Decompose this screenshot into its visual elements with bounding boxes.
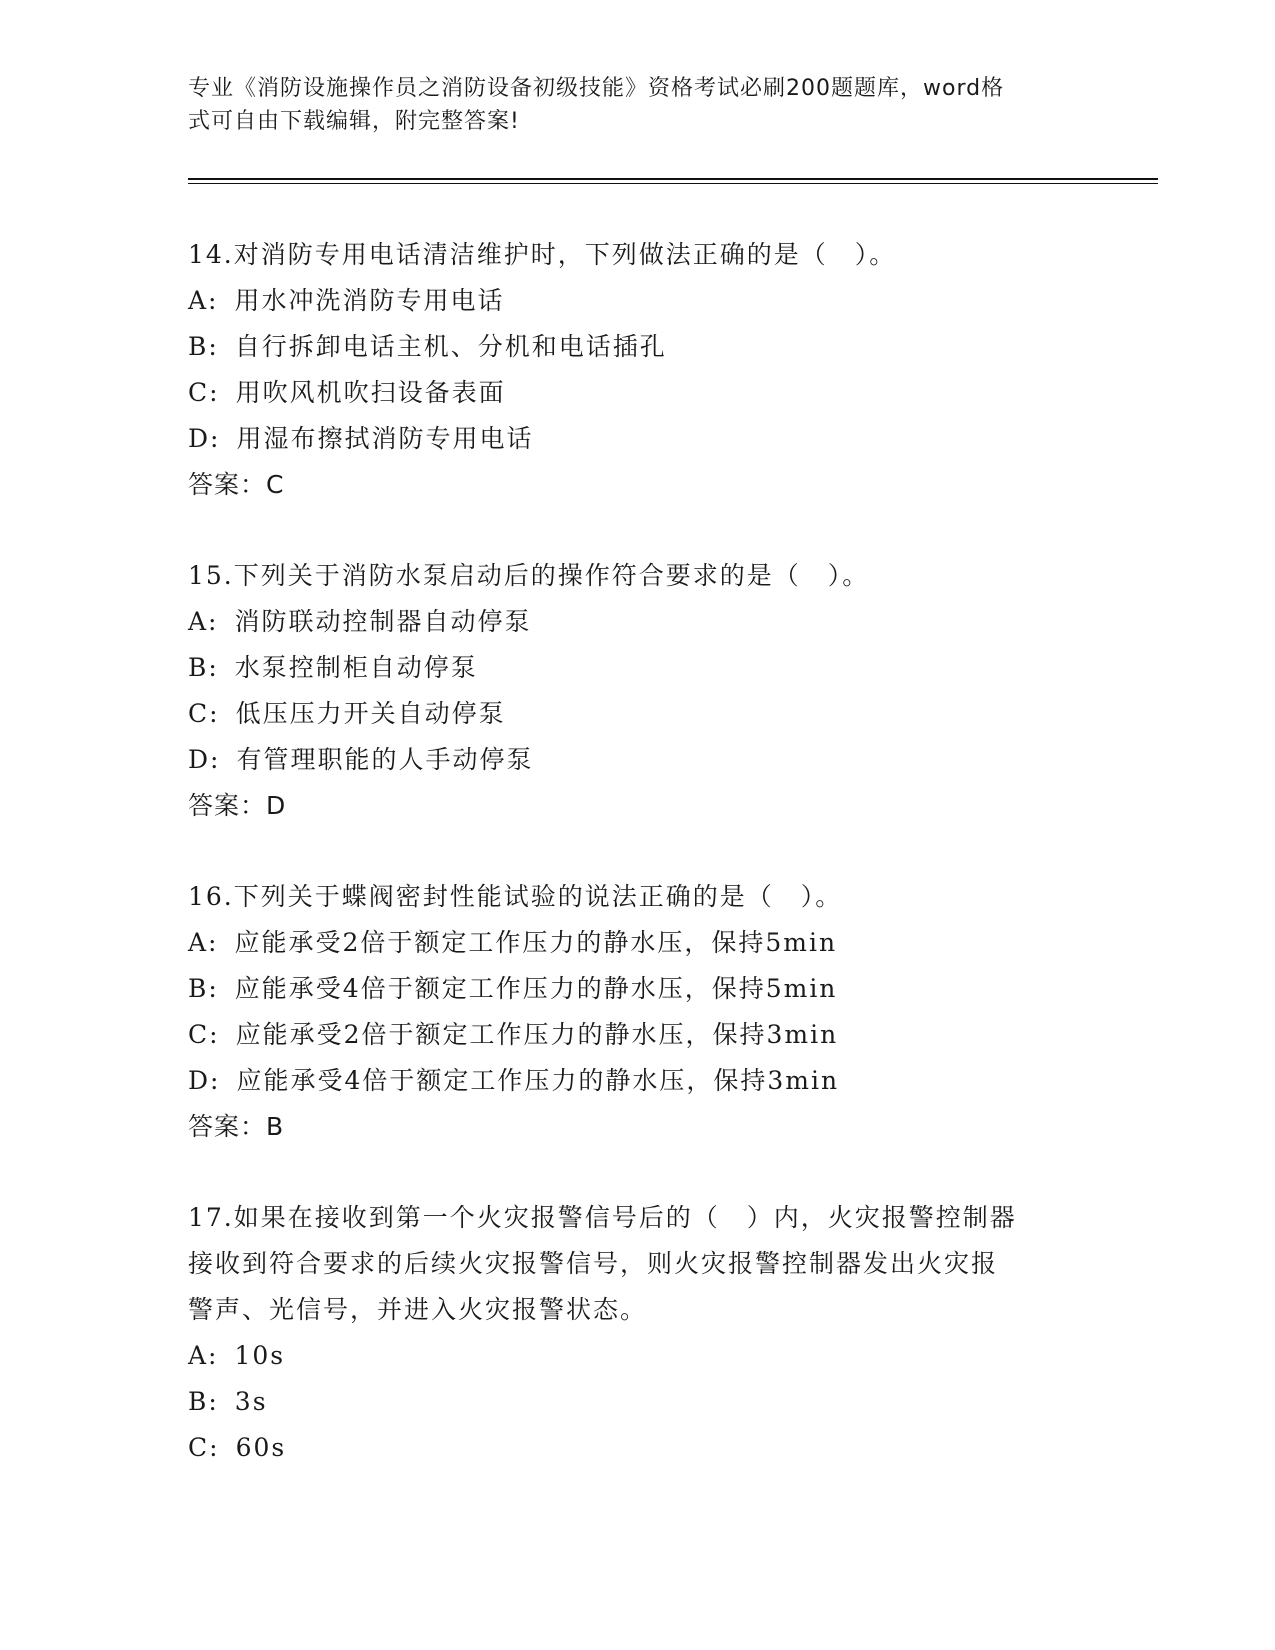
option-text: 应能承受4倍于额定工作压力的静水压，保持3min [236, 1066, 840, 1095]
option-letter: C: [188, 699, 220, 728]
option-letter: B: [188, 974, 219, 1003]
header-line-1: 专业《消防设施操作员之消防设备初级技能》资格考试必刷200题题库，word格 [188, 76, 1005, 101]
question-stem-line-2: 接收到符合要求的后续火灾报警信号，则火灾报警控制器发出火灾报 [188, 1249, 999, 1278]
answer-line: 答案：C [188, 470, 285, 499]
option-letter: B: [188, 1387, 219, 1416]
question-15 [188, 553, 1088, 829]
option-text: 应能承受4倍于额定工作压力的静水压，保持5min [234, 974, 838, 1003]
question-14 [188, 232, 1088, 508]
option-text: 60s [235, 1433, 287, 1462]
header-line-2: 式可自由下载编辑，附完整答案! [188, 109, 520, 134]
option-letter: C: [188, 1433, 220, 1462]
option-c [188, 1425, 1088, 1471]
option-text: 有管理职能的人手动停泵 [236, 745, 534, 774]
option-b [188, 645, 1088, 691]
option-text: 用吹风机吹扫设备表面 [235, 378, 506, 407]
option-letter: B: [188, 653, 219, 682]
option-letter: D: [188, 424, 221, 453]
option-letter: D: [188, 745, 221, 774]
option-b [188, 966, 1088, 1012]
option-b [188, 1379, 1088, 1425]
header-divider [188, 178, 1158, 184]
question-16 [188, 874, 1088, 1150]
option-d [188, 416, 1088, 462]
option-letter: A: [188, 928, 219, 957]
option-letter: D: [188, 1066, 221, 1095]
option-a [188, 278, 1088, 324]
answer-line: 答案：D [188, 791, 287, 820]
option-text: 消防联动控制器自动停泵 [234, 607, 532, 636]
option-text: 水泵控制柜自动停泵 [234, 653, 478, 682]
option-a [188, 1333, 1088, 1379]
option-c [188, 1012, 1088, 1058]
option-c [188, 370, 1088, 416]
option-text: 用水冲洗消防专用电话 [234, 286, 505, 315]
option-letter: C: [188, 378, 220, 407]
option-d [188, 1058, 1088, 1104]
option-letter: A: [188, 286, 219, 315]
option-letter: A: [188, 607, 219, 636]
option-d [188, 737, 1088, 783]
option-text: 自行拆卸电话主机、分机和电话插孔 [234, 332, 667, 361]
document-header [188, 72, 1068, 138]
question-stem-line-3: 警声、光信号，并进入火灾报警状态。 [188, 1295, 648, 1324]
question-stem: 15.下列关于消防水泵启动后的操作符合要求的是（ ）。 [188, 561, 870, 590]
option-a [188, 920, 1088, 966]
option-text: 用湿布擦拭消防专用电话 [236, 424, 534, 453]
option-text: 低压压力开关自动停泵 [235, 699, 506, 728]
option-text: 10s [234, 1341, 286, 1370]
question-17 [188, 1195, 1088, 1471]
question-stem: 16.下列关于蝶阀密封性能试验的说法正确的是（ ）。 [188, 882, 843, 911]
answer-line: 答案：B [188, 1112, 285, 1141]
option-text: 应能承受2倍于额定工作压力的静水压，保持3min [235, 1020, 839, 1049]
option-letter: A: [188, 1341, 219, 1370]
option-letter: C: [188, 1020, 220, 1049]
question-stem: 14.对消防专用电话清洁维护时，下列做法正确的是（ ）。 [188, 240, 897, 269]
question-stem-line-1: 17.如果在接收到第一个火灾报警信号后的（ ）内，火灾报警控制器 [188, 1203, 1017, 1232]
option-text: 应能承受2倍于额定工作压力的静水压，保持5min [234, 928, 838, 957]
option-text: 3s [234, 1387, 268, 1416]
option-letter: B: [188, 332, 219, 361]
option-b [188, 324, 1088, 370]
option-c [188, 691, 1088, 737]
option-a [188, 599, 1088, 645]
